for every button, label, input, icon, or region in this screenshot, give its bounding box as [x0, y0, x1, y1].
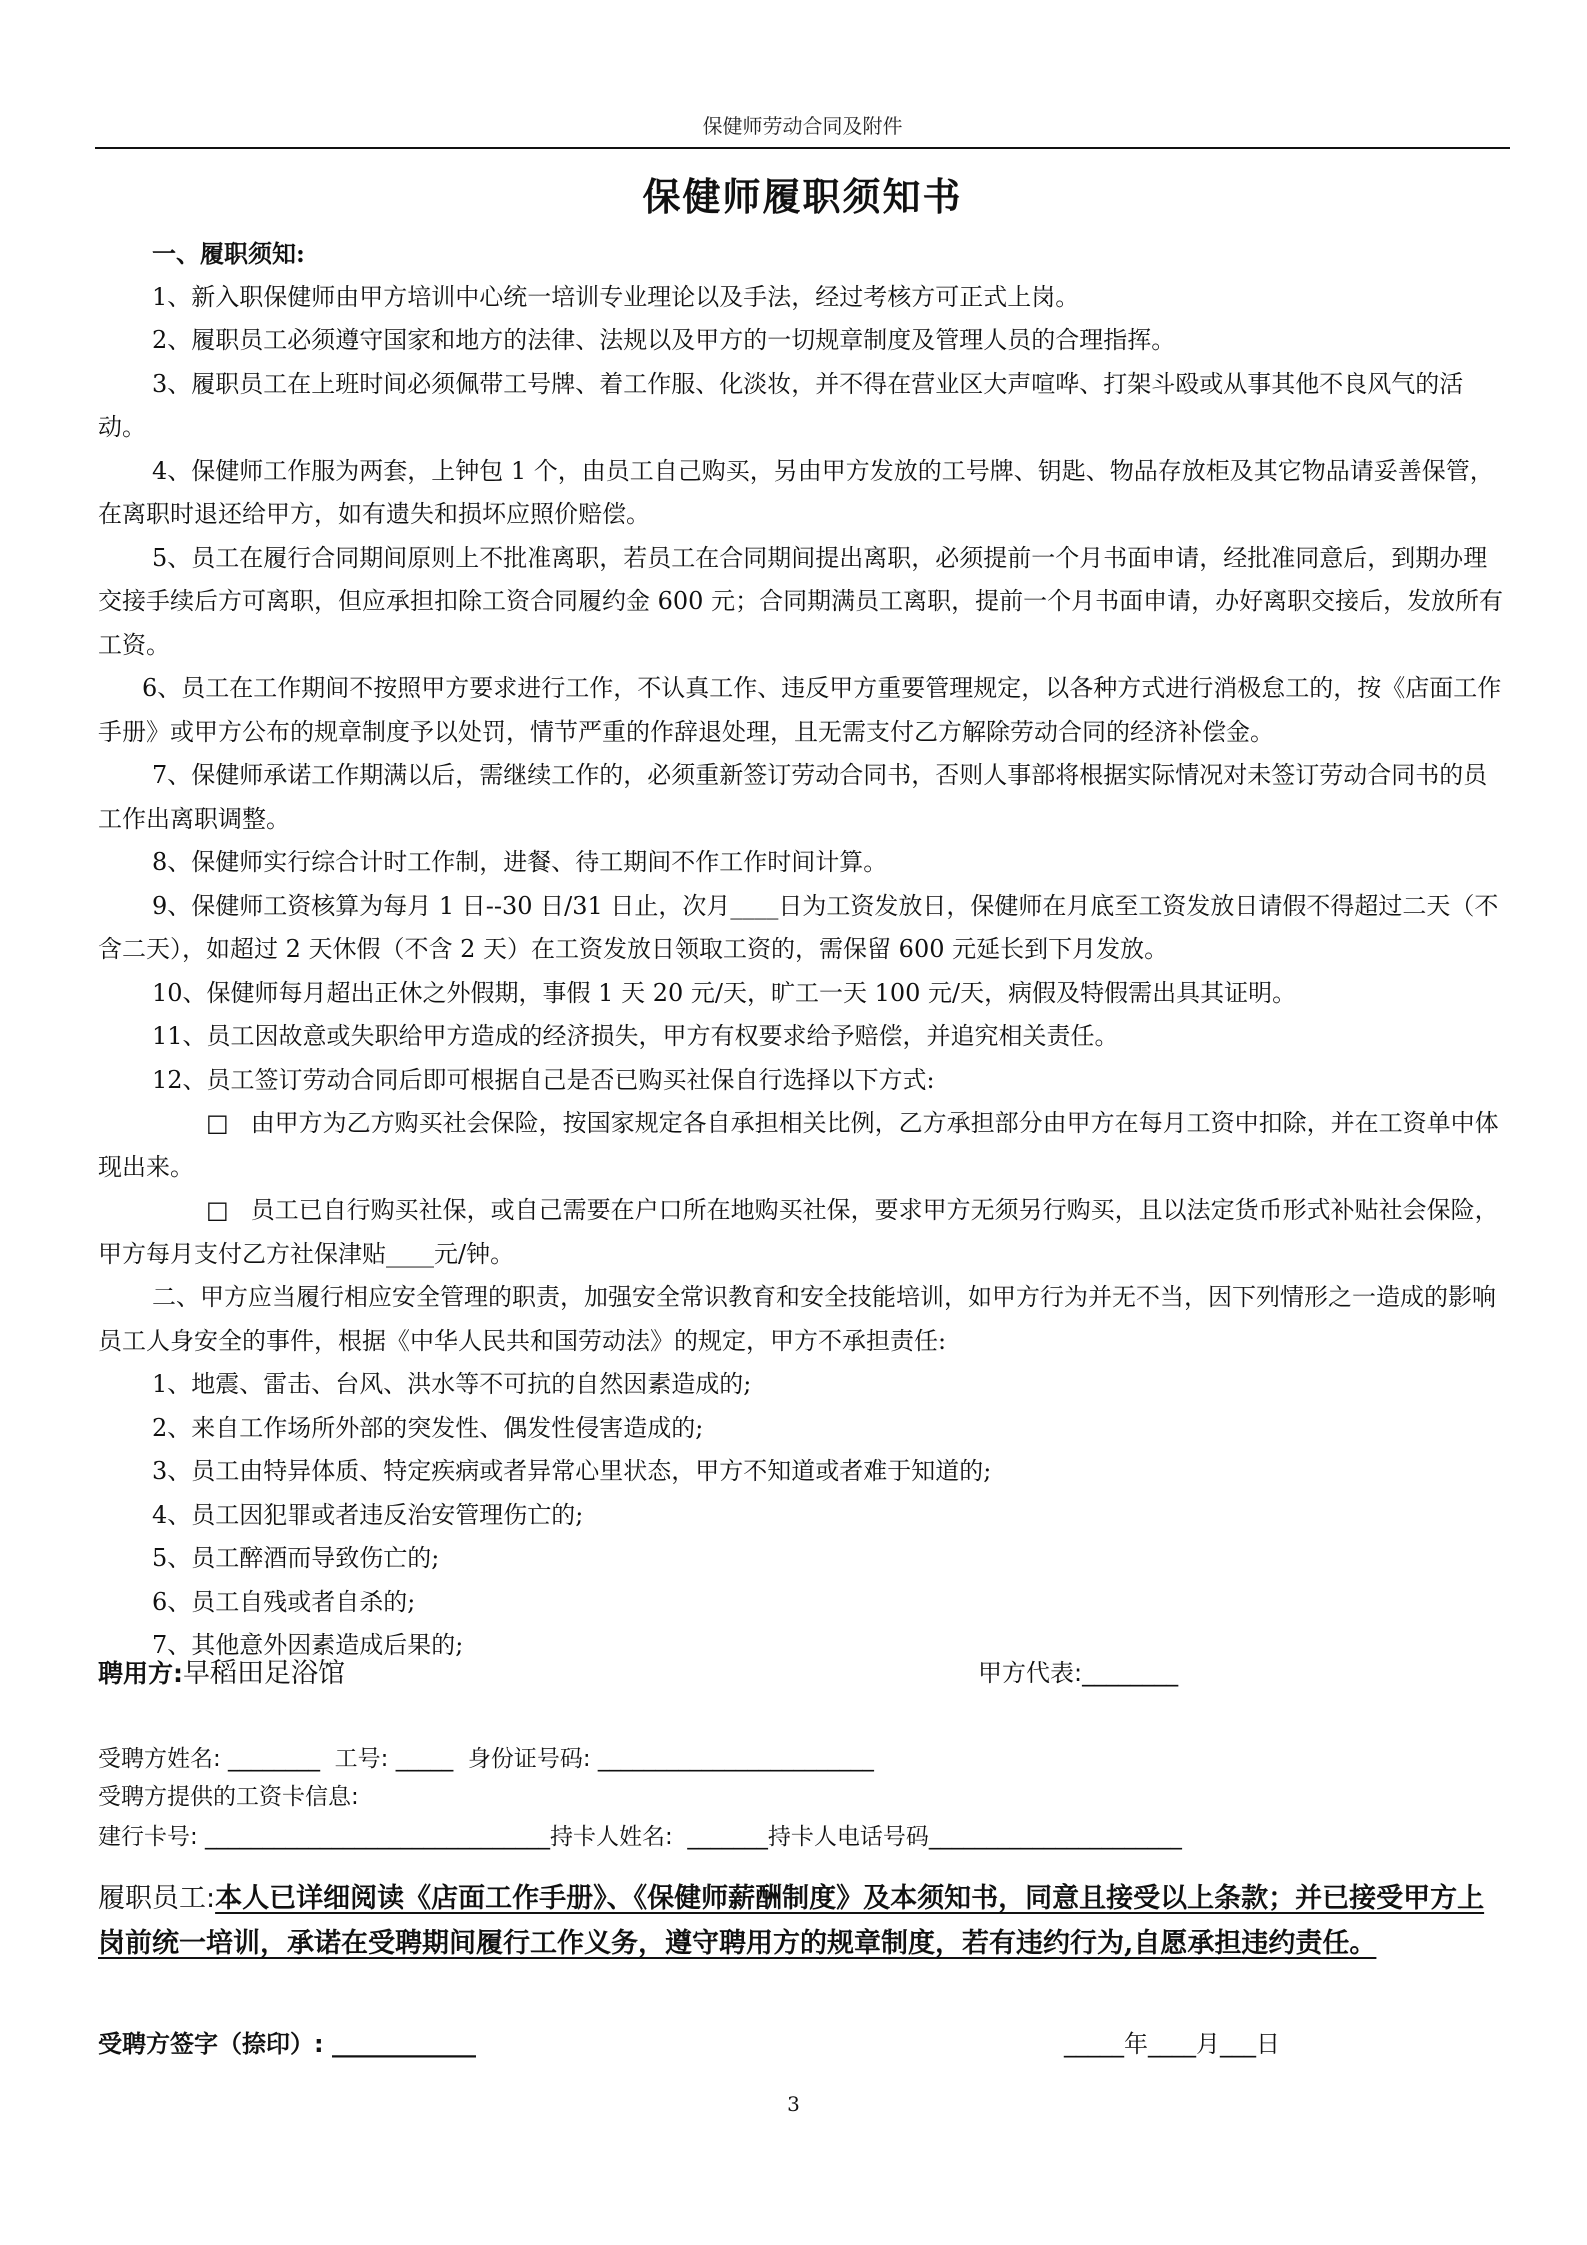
- clause-6: 6、员工在工作期间不按照甲方要求进行工作，不认真工作、违反甲方重要管理规定，以各种方式进行消极怠工的，按《店面工作手册》或甲方公布的规章制度予以处罚，情节严重的作辞退处理，且无需支付乙方解除劳动合同的经济补偿金。: [98, 674, 1502, 746]
- clause-7: 7、保健师承诺工作期满以后，需继续工作的，必须重新签订劳动合同书，否则人事部将根据实际情况对未签订劳动合同书的员工作出离职调整。: [98, 761, 1488, 833]
- clause-8: 8、保健师实行综合计时工作制，进餐、待工期间不作工作时间计算。: [152, 848, 888, 876]
- declaration-lead: 履职员工:: [98, 1883, 216, 1914]
- employer-name: 早稻田足浴馆: [183, 1658, 345, 1689]
- clause-9: 9、保健师工资核算为每月 1 日--30 日/31 日止，次月____日为工资发放日，保健师在月底至工资发放日请假不得超过二天（不含二天），如超过 2 天休假（不含 2 天）在工资发放日领取工资的，需保留 600 元延长到下月发放。: [98, 891, 1499, 963]
- document-body: [98, 232, 1510, 1668]
- employee-info-line[interactable]: 受聘方姓名: ________ 工号: _____ 身份证号码: ________________________: [98, 1746, 874, 1772]
- employee-declaration: [98, 1876, 1510, 1966]
- exemption-2: 2、来自工作场所外部的突发性、偶发性侵害造成的;: [152, 1413, 704, 1442]
- rep-blank[interactable]: ________: [1082, 1659, 1179, 1687]
- document-title: 保健师履职须知书: [642, 175, 963, 219]
- checkbox[interactable]: □: [206, 1196, 229, 1224]
- bank-card-line[interactable]: 建行卡号: ______________________________持卡人姓名: _______持卡人电话号码______________________: [98, 1824, 1182, 1850]
- exemption-6: 6、员工自残或者自杀的;: [152, 1587, 416, 1616]
- page-number: 3: [787, 2092, 800, 2116]
- declaration-text: 本人已详细阅读《店面工作手册》、《保健师薪酬制度》及本须知书，同意且接受以上条款；并已接受甲方上岗前统一培训，承诺在受聘期间履行工作义务，遵守聘用方的规章制度，若有违约行为,自愿承担违约责任。: [98, 1883, 1485, 1959]
- clause-10: 10、保健师每月超出正休之外假期，事假 1 天 20 元/天，旷工一天 100 元/天，病假及特假需出具其证明。: [152, 978, 1297, 1007]
- option-text: 由甲方为乙方购买社会保险，按国家规定各自承担相关比例，乙方承担部分由甲方在每月工资中扣除，并在工资单中体现出来。: [98, 1109, 1499, 1181]
- rep-label: 甲方代表:: [978, 1659, 1083, 1687]
- exemption-7: 7、其他意外因素造成后果的;: [152, 1631, 464, 1659]
- employer-label: 聘用方:: [98, 1659, 183, 1688]
- salary-card-heading: 受聘方提供的工资卡信息:: [98, 1784, 359, 1810]
- clause-2: 2、履职员工必须遵守国家和地方的法律、法规以及甲方的一切规章制度及管理人员的合理指挥。: [152, 326, 1176, 354]
- insurance-option-self: [98, 1189, 1510, 1276]
- employer-line: [98, 1651, 345, 1690]
- exemption-3: 3、员工由特异体质、特定疾病或者异常心里状态，甲方不知道或者难于知道的;: [152, 1457, 992, 1485]
- signature-line[interactable]: 受聘方签字（捺印）: ____________: [98, 2030, 476, 2058]
- section2-intro: 二、甲方应当履行相应安全管理的职责，加强安全常识教育和安全技能培训，如甲方行为并无不当，因下列情形之一造成的影响员工人身安全的事件，根据《中华人民共和国劳动法》的规定，甲方不承担责任:: [98, 1283, 1496, 1355]
- clause-5: 5、员工在履行合同期间原则上不批准离职，若员工在合同期间提出离职，必须提前一个月书面申请，经批准同意后，到期办理交接手续后方可离职，但应承担扣除工资合同履约金 600 元；合同期满员工离职，提前一个月书面申请，办好离职交接后，发放所有工资。: [98, 543, 1504, 659]
- date-line[interactable]: _____年____月___日: [1064, 2030, 1280, 2058]
- running-header: 保健师劳动合同及附件: [702, 114, 903, 138]
- header-rule: [95, 147, 1510, 149]
- option-text: 员工已自行购买社保，或自己需要在户口所在地购买社保，要求甲方无须另行购买，且以法定货币形式补贴社会保险，甲方每月支付乙方社保津贴____元/钟。: [98, 1196, 1499, 1268]
- exemption-5: 5、员工醉酒而导致伤亡的;: [152, 1544, 440, 1572]
- clause-12: 12、员工签订劳动合同后即可根据自己是否已购买社保自行选择以下方式:: [152, 1065, 935, 1094]
- clause-4: 4、保健师工作服为两套，上钟包 1 个，由员工自己购买，另由甲方发放的工号牌、钥匙、物品存放柜及其它物品请妥善保管，在离职时退还给甲方，如有遗失和损坏应照价赔偿。: [98, 456, 1494, 528]
- section1-heading: 一、履职须知:: [152, 239, 305, 268]
- checkbox[interactable]: □: [206, 1109, 229, 1137]
- insurance-option-company: [98, 1102, 1510, 1189]
- exemption-4: 4、员工因犯罪或者违反治安管理伤亡的;: [152, 1500, 584, 1529]
- clause-11: 11、员工因故意或失职给甲方造成的经济损失，甲方有权要求给予赔偿，并追究相关责任。: [152, 1022, 1119, 1050]
- clause-3: 3、履职员工在上班时间必须佩带工号牌、着工作服、化淡妆，并不得在营业区大声喧哗、打架斗殴或从事其他不良风气的活动。: [98, 369, 1464, 441]
- exemption-1: 1、地震、雷击、台风、洪水等不可抗的自然因素造成的;: [152, 1370, 752, 1398]
- employer-representative: [978, 1653, 1178, 1688]
- clause-1: 1、新入职保健师由甲方培训中心统一培训专业理论以及手法，经过考核方可正式上岗。: [152, 282, 1080, 311]
